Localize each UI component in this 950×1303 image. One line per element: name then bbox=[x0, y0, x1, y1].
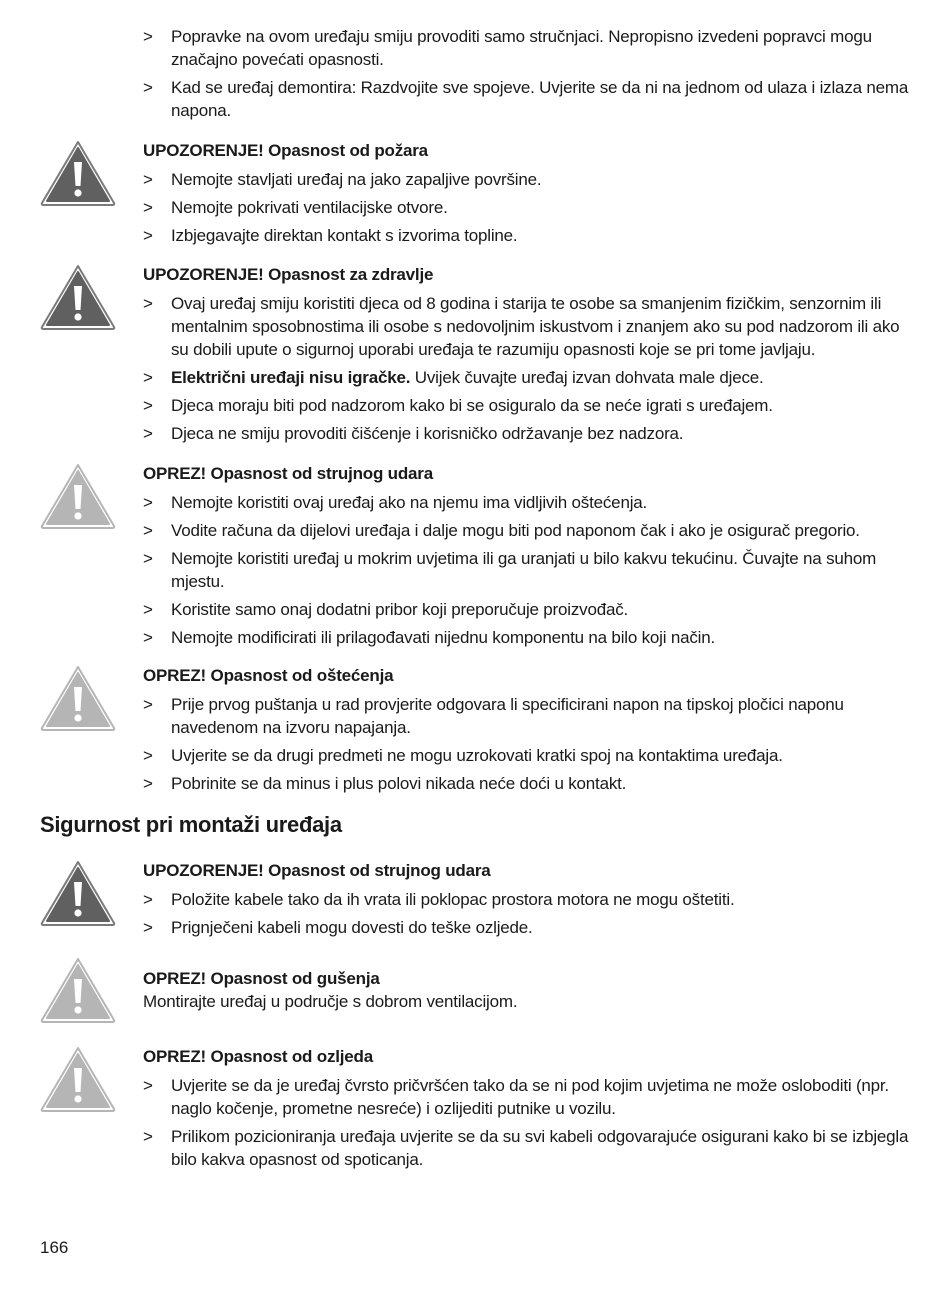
list-item: > Izbjegavajte direktan kontakt s izvorima topline. bbox=[143, 226, 518, 245]
list-item: > Djeca moraju biti pod nadzorom kako bi se osiguralo da se neće igrati s uređajem. bbox=[143, 396, 773, 415]
bullet-list bbox=[143, 168, 913, 252]
bullet-list bbox=[143, 693, 913, 800]
bullet-arrow: > bbox=[143, 1127, 153, 1146]
bullet-arrow: > bbox=[143, 521, 153, 540]
section-title: UPOZORENJE! Opasnost od požara bbox=[143, 141, 428, 160]
bullet-arrow: > bbox=[143, 774, 153, 793]
list-item: > Prignječeni kabeli mogu dovesti do teške ozljede. bbox=[143, 918, 533, 937]
warning-dark-icon bbox=[40, 264, 116, 330]
list-item: > Električni uređaji nisu igračke. Uvijek čuvajte uređaj izvan dohvata male djece. bbox=[143, 368, 764, 387]
list-item: > Prilikom pozicioniranja uređaja uvjerite se da su svi kabeli odgovarajuće osigurani kako bi se izbjegla bilo kakva opasnost od spoticanja. bbox=[143, 1127, 909, 1169]
list-item: > Nemojte modificirati ili prilagođavati nijednu komponentu na bilo koji način. bbox=[143, 628, 716, 647]
bullet-list bbox=[143, 292, 913, 450]
bullet-arrow: > bbox=[143, 226, 153, 245]
list-item: > Pobrinite se da minus i plus polovi nikada neće doći u kontakt. bbox=[143, 774, 627, 793]
section-body: Montirajte uređaj u područje s dobrom ventilacijom. bbox=[143, 992, 518, 1011]
section-title: OPREZ! Opasnost od gušenja bbox=[143, 969, 380, 988]
bullet-arrow: > bbox=[143, 368, 153, 387]
bullet-arrow: > bbox=[143, 628, 153, 647]
list-item: > Uvjerite se da je uređaj čvrsto pričvršćen tako da se ni pod kojim uvjetima ne može osloboditi (npr. naglo kočenje, prometne nesreće) i ozlijediti putnike u vozilu. bbox=[143, 1076, 889, 1118]
list-item: > Kad se uređaj demontira: Razdvojite sve spojeve. Uvjerite se da ni na jednom od ulaza i izlaza nema napona. bbox=[143, 78, 909, 120]
section-title: UPOZORENJE! Opasnost za zdravlje bbox=[143, 265, 434, 284]
bullet-list bbox=[143, 491, 913, 654]
bullet-arrow: > bbox=[143, 78, 153, 97]
bullet-arrow: > bbox=[143, 170, 153, 189]
bullet-arrow: > bbox=[143, 549, 153, 568]
bullet-arrow: > bbox=[143, 294, 153, 313]
list-item: > Popravke na ovom uređaju smiju provoditi samo stručnjaci. Nepropisno izvedeni popravci mogu značajno povećati opasnosti. bbox=[143, 27, 872, 69]
bullet-arrow: > bbox=[143, 424, 153, 443]
page-number: 166 bbox=[40, 1238, 69, 1257]
bullet-arrow: > bbox=[143, 493, 153, 512]
list-item: > Nemojte pokrivati ventilacijske otvore. bbox=[143, 198, 448, 217]
section-title: UPOZORENJE! Opasnost od strujnog udara bbox=[143, 861, 491, 880]
bullet-list bbox=[143, 888, 913, 944]
warning-light-icon bbox=[40, 957, 116, 1023]
section-title: OPREZ! Opasnost od oštećenja bbox=[143, 666, 394, 685]
list-item: > Vodite računa da dijelovi uređaja i dalje mogu biti pod naponom čak i ako je osigurač pregorio. bbox=[143, 521, 860, 540]
bullet-arrow: > bbox=[143, 695, 153, 714]
list-item: > Ovaj uređaj smiju koristiti djeca od 8 godina i starija te osobe sa smanjenim fizičkim, senzornim ili mentalnim sposobnostima ili osobe s nedovoljnim iskustvom i znanjem ako su pod nadzorom ili ako su dobili upute o sigurnoj uporabi uređaja te razumiju opasnosti koje se pri tome javljaju. bbox=[143, 294, 900, 359]
section-heading: Sigurnost pri montaži uređaja bbox=[40, 812, 342, 837]
list-item: > Djeca ne smiju provoditi čišćenje i korisničko održavanje bez nadzora. bbox=[143, 424, 684, 443]
warning-light-icon bbox=[40, 665, 116, 731]
list-item: > Uvjerite se da drugi predmeti ne mogu uzrokovati kratki spoj na kontaktima uređaja. bbox=[143, 746, 783, 765]
list-item: > Nemojte koristiti ovaj uređaj ako na njemu ima vidljivih oštećenja. bbox=[143, 493, 648, 512]
warning-dark-icon bbox=[40, 860, 116, 926]
bold-lead: Električni uređaji nisu igračke. bbox=[171, 368, 411, 387]
list-item: > Nemojte koristiti uređaj u mokrim uvjetima ili ga uranjati u bilo kakvu tekućinu. Čuvajte na suhom mjestu. bbox=[143, 549, 877, 591]
list-item: > Nemojte stavljati uređaj na jako zapaljive površine. bbox=[143, 170, 542, 189]
bullet-arrow: > bbox=[143, 27, 153, 46]
list-item: > Koristite samo onaj dodatni pribor koji preporučuje proizvođač. bbox=[143, 600, 629, 619]
warning-light-icon bbox=[40, 463, 116, 529]
section-title: OPREZ! Opasnost od ozljeda bbox=[143, 1047, 373, 1066]
bullet-arrow: > bbox=[143, 918, 153, 937]
intro-bullet-list bbox=[143, 25, 913, 127]
list-item: > Položite kabele tako da ih vrata ili poklopac prostora motora ne mogu oštetiti. bbox=[143, 890, 735, 909]
bullet-arrow: > bbox=[143, 600, 153, 619]
bullet-arrow: > bbox=[143, 198, 153, 217]
bullet-arrow: > bbox=[143, 746, 153, 765]
bullet-list bbox=[143, 1074, 913, 1176]
warning-light-icon bbox=[40, 1046, 116, 1112]
bullet-arrow: > bbox=[143, 396, 153, 415]
list-item: > Prije prvog puštanja u rad provjerite odgovara li specificirani napon na tipskoj pločici naponu navedenom na izvoru napajanja. bbox=[143, 695, 844, 737]
warning-dark-icon bbox=[40, 140, 116, 206]
bullet-arrow: > bbox=[143, 890, 153, 909]
section-title: OPREZ! Opasnost od strujnog udara bbox=[143, 464, 433, 483]
bullet-arrow: > bbox=[143, 1076, 153, 1095]
